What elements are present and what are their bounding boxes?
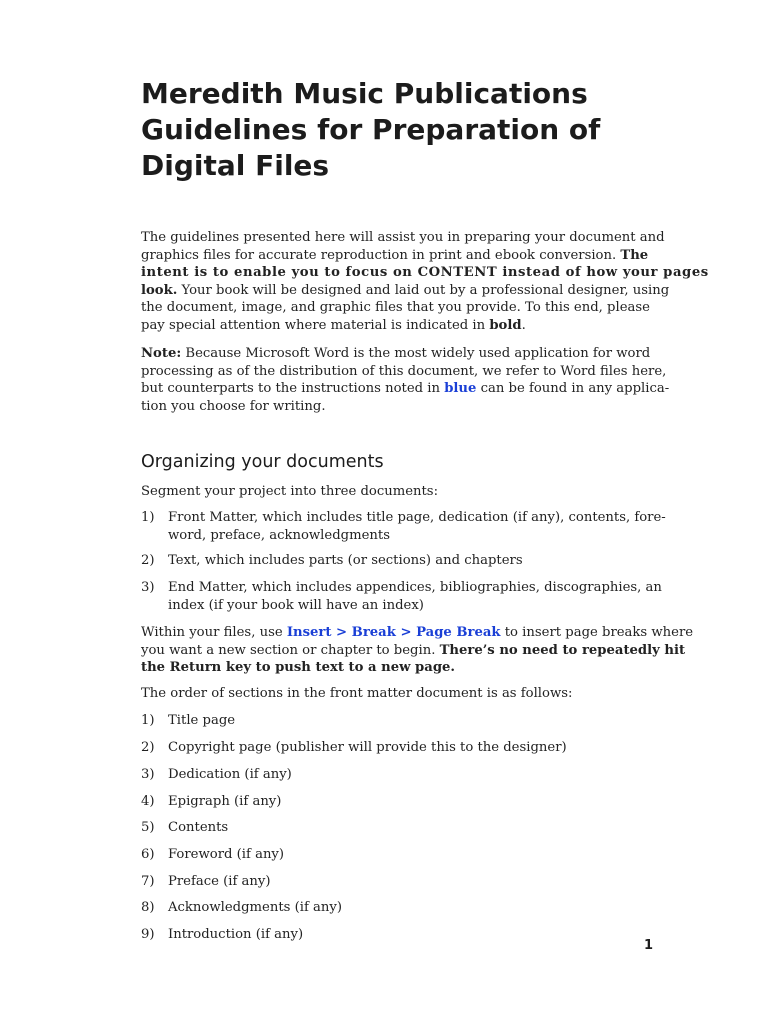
list-item-text: Contents <box>168 820 229 835</box>
note-label: Note: <box>141 346 182 361</box>
section-lead <box>141 483 656 501</box>
note-paragraph <box>141 345 670 415</box>
text-span: to insert page breaks where <box>500 625 694 640</box>
blue-text: blue <box>444 381 477 397</box>
title-line: Meredith Music Publications <box>141 77 588 110</box>
list-number: 4) <box>141 794 155 809</box>
text-span: Your book will be designed and laid out by a professional designer, using <box>177 282 670 298</box>
list-number: 2) <box>141 553 155 568</box>
list-number: 3) <box>141 580 155 595</box>
bold-text: There’s no need to repeatedly hit <box>439 642 686 658</box>
list-number: 5) <box>141 820 155 835</box>
page-break-paragraph <box>141 624 694 677</box>
text-line: The guidelines presented here will assist you in preparing your document and <box>141 230 665 245</box>
text-span: pay special attention where material is indicated in <box>141 317 490 333</box>
list-number: 2) <box>141 740 155 755</box>
text-span: Because Microsoft Word is the most widely used application for word <box>181 346 651 361</box>
text-line: End Matter, which includes appendices, bibliographies, discographies, an <box>168 580 662 595</box>
list-item-text: Epigraph (if any) <box>168 794 282 809</box>
text-span: Within your files, use <box>141 625 287 640</box>
title-line: Digital Files <box>141 149 330 182</box>
list-item-text: Acknowledgments (if any) <box>168 900 342 915</box>
list-item-text: Foreword (if any) <box>168 847 285 862</box>
text-line: the document, image, and graphic files that you provide. To this end, please <box>141 300 650 316</box>
document-title <box>141 76 701 184</box>
text-line <box>141 317 656 335</box>
text-span: . <box>521 317 526 333</box>
list-item-text <box>168 579 662 614</box>
text-line <box>141 345 656 363</box>
list-number: 1) <box>141 510 155 525</box>
list-item-text <box>168 552 658 570</box>
text-line: Front Matter, which includes title page, dedication (if any), contents, fore- <box>168 510 666 525</box>
list-item-text: Copyright page (publisher will provide this to the designer) <box>168 740 567 755</box>
text-line <box>141 624 694 642</box>
intro-paragraph <box>141 229 709 335</box>
text-span: you want a new section or chapter to begin. <box>141 642 440 658</box>
text-span: but counterparts to the instructions noted in <box>141 381 445 397</box>
text-line <box>141 380 670 398</box>
bold-text: The <box>620 247 649 263</box>
menu-path-text: Insert > Break > Page Break <box>286 625 501 640</box>
list-item-text: Preface (if any) <box>168 874 271 889</box>
list-item-text: Dedication (if any) <box>168 767 292 782</box>
bold-text: bold <box>489 317 522 333</box>
text-span: can be found in any applica- <box>476 381 670 397</box>
list-number: 9) <box>141 927 155 942</box>
text-line: tion you choose for writing. <box>141 398 326 414</box>
text-line <box>141 247 656 265</box>
list-number: 3) <box>141 767 155 782</box>
text-line <box>141 642 686 660</box>
bold-text: look. <box>141 282 178 298</box>
order-lead <box>141 685 656 703</box>
page-number: 1 <box>644 938 654 953</box>
list-item-text <box>168 509 666 544</box>
text-line: word, preface, acknowledgments <box>168 527 390 543</box>
text-line: processing as of the distribution of this document, we refer to Word files here, <box>141 363 667 379</box>
text-line <box>141 282 670 300</box>
title-line: Guidelines for Preparation of <box>141 113 601 146</box>
text-line: Text, which includes parts (or sections) and chapters <box>168 553 523 568</box>
list-number: 7) <box>141 874 155 889</box>
list-item-text: Introduction (if any) <box>168 927 304 942</box>
text-line: Segment your project into three documents: <box>141 484 439 499</box>
list-item-text: Title page <box>168 713 236 728</box>
list-number: 6) <box>141 847 155 862</box>
list-number: 8) <box>141 900 155 915</box>
bold-text: intent is to enable you to focus on CONTENT instead of how your pages <box>141 265 709 281</box>
text-span: graphics files for accurate reproduction in print and ebook conversion. <box>141 247 621 263</box>
section-heading: Organizing your documents <box>141 452 384 472</box>
text-line: The order of sections in the front matter document is as follows: <box>141 686 573 701</box>
bold-text: the Return key to push text to a new page. <box>141 660 456 676</box>
list-number: 1) <box>141 713 155 728</box>
text-line: index (if your book will have an index) <box>168 597 424 613</box>
